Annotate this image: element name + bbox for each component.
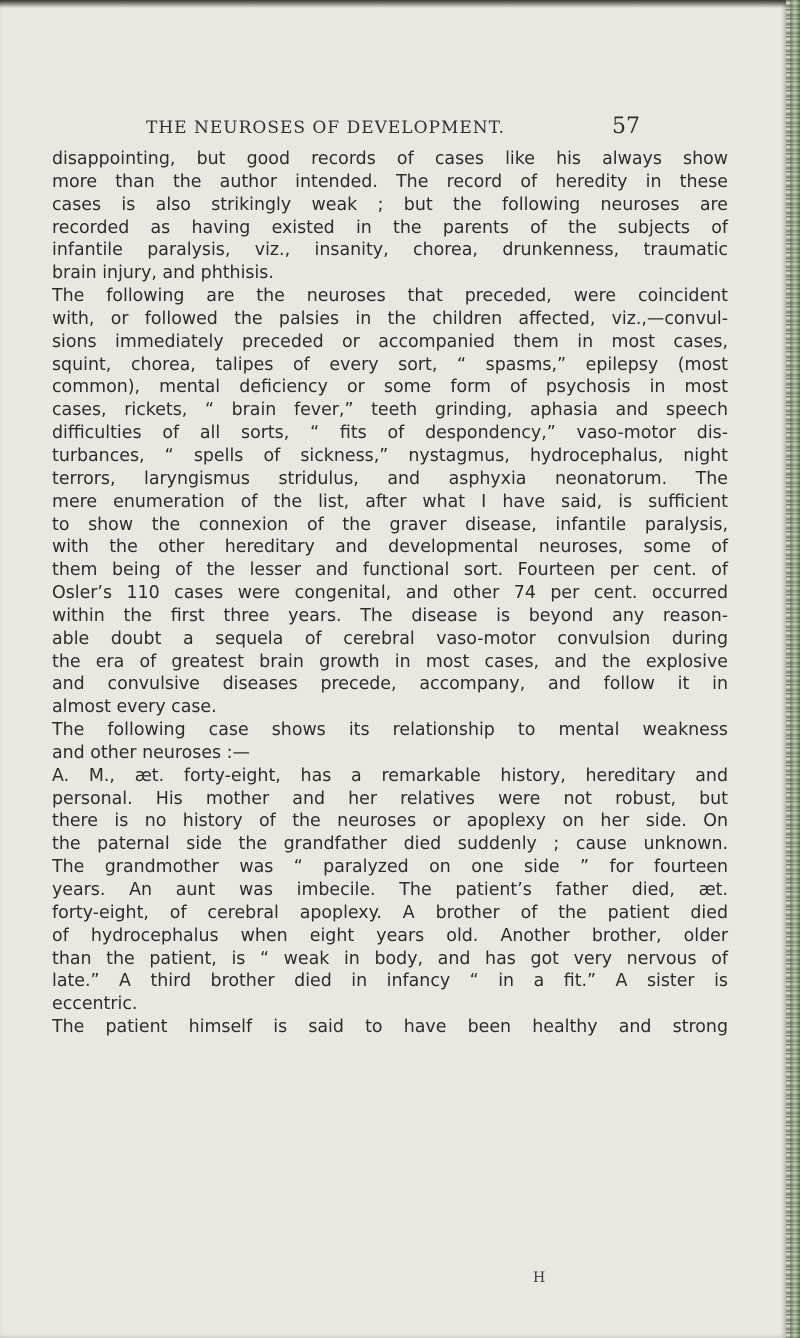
text-line: cases, rickets, “ brain fever,” teeth grinding, aphasia and speech: [52, 400, 728, 421]
text-line: common), mental deficiency or some form of psychosis in most: [52, 377, 728, 398]
text-line: difficulties of all sorts, “ fits of despondency,” vaso-motor dis-: [52, 423, 728, 444]
body-text: [52, 148, 728, 1039]
text-line: with the other hereditary and developmental neuroses, some of: [52, 537, 728, 558]
book-edge-shade: [790, 0, 800, 1338]
text-line: The grandmother was “ paralyzed on one side ” for fourteen: [52, 857, 728, 878]
text-line: squint, chorea, talipes of every sort, “ spasms,” epilepsy (most: [52, 354, 728, 375]
text-line: more than the author intended. The record of heredity in these: [52, 171, 728, 192]
text-line: almost every case.: [52, 697, 217, 718]
text-line: the paternal side the grandfather died suddenly ; cause unknown.: [52, 834, 728, 855]
text-line: forty-eight, of cerebral apoplexy. A brother of the patient died: [52, 902, 728, 923]
text-line: recorded as having existed in the parents of the subjects of: [52, 217, 728, 238]
text-line: with, or followed the palsies in the children affected, viz.,—convul-: [52, 308, 728, 329]
text-line: there is no history of the neuroses or apoplexy on her side. On: [52, 811, 728, 832]
text-line: than the patient, is “ weak in body, and has got very nervous of: [52, 948, 728, 969]
text-line: terrors, laryngismus stridulus, and asphyxia neonatorum. The: [52, 468, 728, 489]
text-line: sions immediately preceded or accompanied them in most cases,: [52, 331, 728, 352]
text-line: Osler’s 110 cases were congenital, and other 74 per cent. occurred: [52, 583, 728, 604]
text-line: late.” A third brother died in infancy “ in a fit.” A sister is: [52, 971, 728, 992]
text-line: years. An aunt was imbecile. The patient’s father died, æt.: [52, 880, 728, 900]
text-line: A. M., æt. forty-eight, has a remarkable history, hereditary and: [52, 765, 728, 786]
text-line: and other neuroses :—: [52, 742, 250, 763]
text-line: within the first three years. The disease is beyond any reason-: [52, 605, 728, 626]
text-line: the era of greatest brain growth in most cases, and the explosive: [52, 651, 728, 672]
text-line: infantile paralysis, viz., insanity, chorea, drunkenness, traumatic: [52, 240, 728, 261]
text-line: The following are the neuroses that preceded, were coincident: [52, 286, 728, 307]
text-line: mere enumeration of the list, after what I have said, is sufficient: [52, 491, 728, 512]
text-line: The following case shows its relationship to mental weakness: [52, 720, 728, 741]
text-line: able doubt a sequela of cerebral vaso-motor convulsion during: [52, 628, 728, 649]
text-line: and convulsive diseases precede, accompany, and follow it in: [52, 674, 728, 695]
page-top-shadow: [0, 0, 786, 8]
text-line: turbances, “ spells of sickness,” nystagmus, hydrocephalus, night: [52, 445, 728, 466]
text-line: to show the connexion of the graver disease, infantile paralysis,: [52, 514, 728, 535]
page-number: 57: [612, 114, 640, 139]
running-title: THE NEUROSES OF DEVELOPMENT.: [146, 118, 505, 138]
text-line: personal. His mother and her relatives were not robust, but: [52, 788, 728, 809]
text-line: The patient himself is said to have been healthy and strong: [52, 1017, 728, 1038]
signature-mark: H: [533, 1270, 546, 1286]
text-line: disappointing, but good records of cases like his always show: [52, 149, 728, 169]
text-line: cases is also strikingly weak ; but the following neuroses are: [52, 194, 728, 215]
text-line: brain injury, and phthisis.: [52, 263, 274, 284]
text-line: eccentric.: [52, 994, 138, 1015]
text-line: of hydrocephalus when eight years old. Another brother, older: [52, 925, 728, 946]
text-line: them being of the lesser and functional sort. Fourteen per cent. of: [52, 560, 728, 581]
